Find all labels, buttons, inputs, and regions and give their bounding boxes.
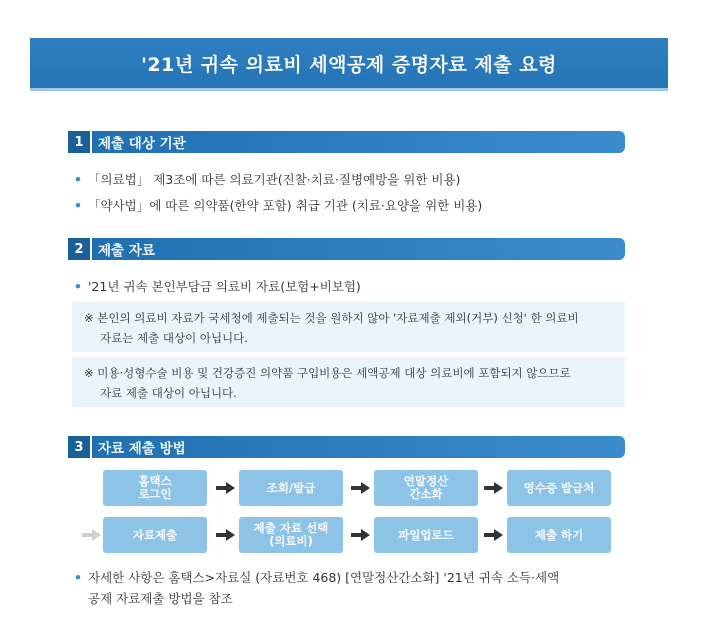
step-box: 영수증 발급처 bbox=[507, 470, 611, 506]
note-text: ※ 본인의 의료비 자료가 국세청에 제출되는 것을 원하지 않아 '자료제출 제외(거부) 신청' 한 의료비 bbox=[84, 311, 579, 325]
arrow-right-icon bbox=[361, 529, 370, 541]
list-item: • 「약사법」에 따른 의약품(한약 포함) 취급 기관 (치료·요양을 위한 비용) bbox=[74, 198, 483, 213]
note-text: 자료는 제출 대상이 아닙니다. bbox=[100, 331, 248, 345]
step-box: 제출 자료 선택 (의료비) bbox=[239, 517, 343, 553]
bullet-icon: • bbox=[74, 198, 82, 213]
list-item: • '21년 귀속 본인부담금 의료비 자료(보험+비보험) bbox=[74, 279, 361, 294]
arrow-right-icon bbox=[92, 529, 101, 541]
step-box: 제출 하기 bbox=[507, 517, 611, 553]
step-box: 홈택스 로그인 bbox=[103, 470, 207, 506]
section-number: 2 bbox=[68, 238, 92, 260]
section-number: 3 bbox=[68, 436, 92, 458]
bullet-icon: • bbox=[74, 570, 82, 585]
section-header-3 bbox=[68, 436, 625, 458]
step-box: 연말정산 간소화 bbox=[374, 470, 478, 506]
section-header-2 bbox=[68, 238, 625, 260]
section-number: 1 bbox=[68, 131, 92, 153]
arrow-right-icon bbox=[361, 482, 370, 494]
section-label: 제출 대상 기관 bbox=[98, 136, 186, 152]
footer-note: • 자세한 사항은 홈택스>자료실 (자료번호 468) [연말정산간소화] '21년 귀속 소득·세액 공제 자료제출 방법을 참조 bbox=[74, 570, 560, 606]
bullet-icon: • bbox=[74, 172, 82, 187]
note-box bbox=[72, 302, 625, 352]
step-box: 파일업로드 bbox=[374, 517, 478, 553]
note-text: 자료 제출 대상이 아닙니다. bbox=[100, 386, 237, 400]
arrow-right-icon bbox=[226, 482, 235, 494]
page-title: '21년 귀속 의료비 세액공제 증명자료 제출 요령 bbox=[30, 38, 668, 88]
arrow-right-icon bbox=[226, 529, 235, 541]
arrow-right-icon bbox=[494, 529, 503, 541]
list-item: • 「의료법」 제3조에 따른 의료기관(진찰·치료·질병예방을 위한 비용) bbox=[74, 172, 461, 187]
step-box: 조회/발급 bbox=[239, 470, 343, 506]
section-label: 제출 자료 bbox=[98, 243, 155, 259]
step-box: 자료제출 bbox=[103, 517, 207, 553]
note-box bbox=[72, 357, 625, 407]
section-header-1 bbox=[68, 131, 625, 153]
bullet-icon: • bbox=[74, 279, 82, 294]
section-label: 자료 제출 방법 bbox=[98, 441, 186, 457]
arrow-right-icon bbox=[494, 482, 503, 494]
note-text: ※ 미용·성형수술 비용 및 건강증진 의약품 구입비용은 세액공제 대상 의료비에 포함되지 않으므로 bbox=[84, 366, 571, 380]
